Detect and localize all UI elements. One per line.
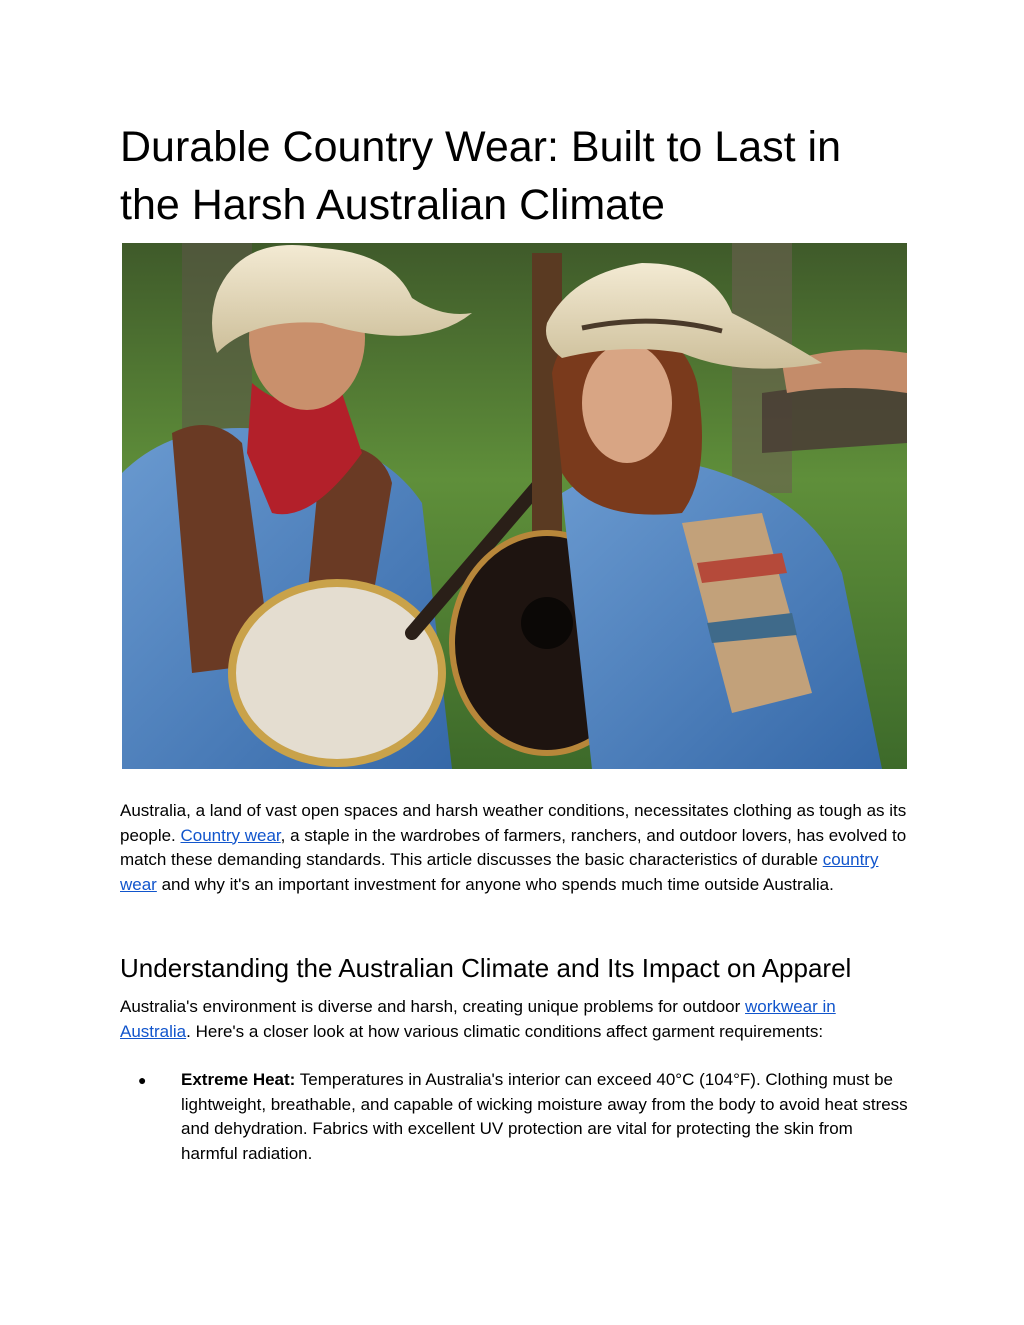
bullet-icon: ● — [138, 1072, 147, 1088]
climate-bullet-list — [120, 1068, 910, 1166]
section-heading: Understanding the Australian Climate and Its Impact on Apparel — [120, 953, 852, 983]
country-wear-link-2[interactable]: country wear — [120, 850, 879, 894]
intro-text-3: and why it's an important investment for anyone who spends much time outside Australia. — [156, 874, 834, 894]
section-text-1: Australia's environment is diverse and harsh, creating unique problems for outdoor — [120, 997, 746, 1016]
intro-paragraph — [120, 799, 910, 897]
section-text-2: . Here's a closer look at how various climatic conditions affect garment requirements: — [186, 1021, 824, 1041]
country-wear-link[interactable]: Country wear — [180, 825, 281, 845]
hero-photo — [122, 243, 907, 769]
banjo — [232, 583, 442, 763]
page-title: Durable Country Wear: Built to Last in the Harsh Australian Climate — [120, 123, 841, 229]
bullet-item-extreme-heat — [120, 1068, 910, 1166]
workwear-australia-link[interactable]: workwear in Australia — [120, 997, 836, 1041]
section-paragraph — [120, 995, 910, 1044]
country-couple-illustration — [122, 243, 907, 769]
bullet-text: Temperatures in Australia's interior can exceed 40°C (104°F). Clothing must be lightweight, breathable, and capable of wicking moisture away from the body to avoid heat stress and dehydration. Fabrics with excellent UV protection are vital for protecting the skin from harmful radiation. — [181, 1070, 908, 1163]
intro-text-2: , a staple in the wardrobes of farmers, ranchers, and outdoor lovers, has evolved to match these demanding standards. This article discusses the basic characteristics of durable — [120, 825, 907, 870]
bullet-label: Extreme Heat: — [181, 1070, 296, 1089]
woman-face — [582, 343, 672, 463]
intro-text-1: Australia, a land of vast open spaces and harsh weather conditions, necessitates clothing as tough as its people. — [120, 801, 907, 845]
